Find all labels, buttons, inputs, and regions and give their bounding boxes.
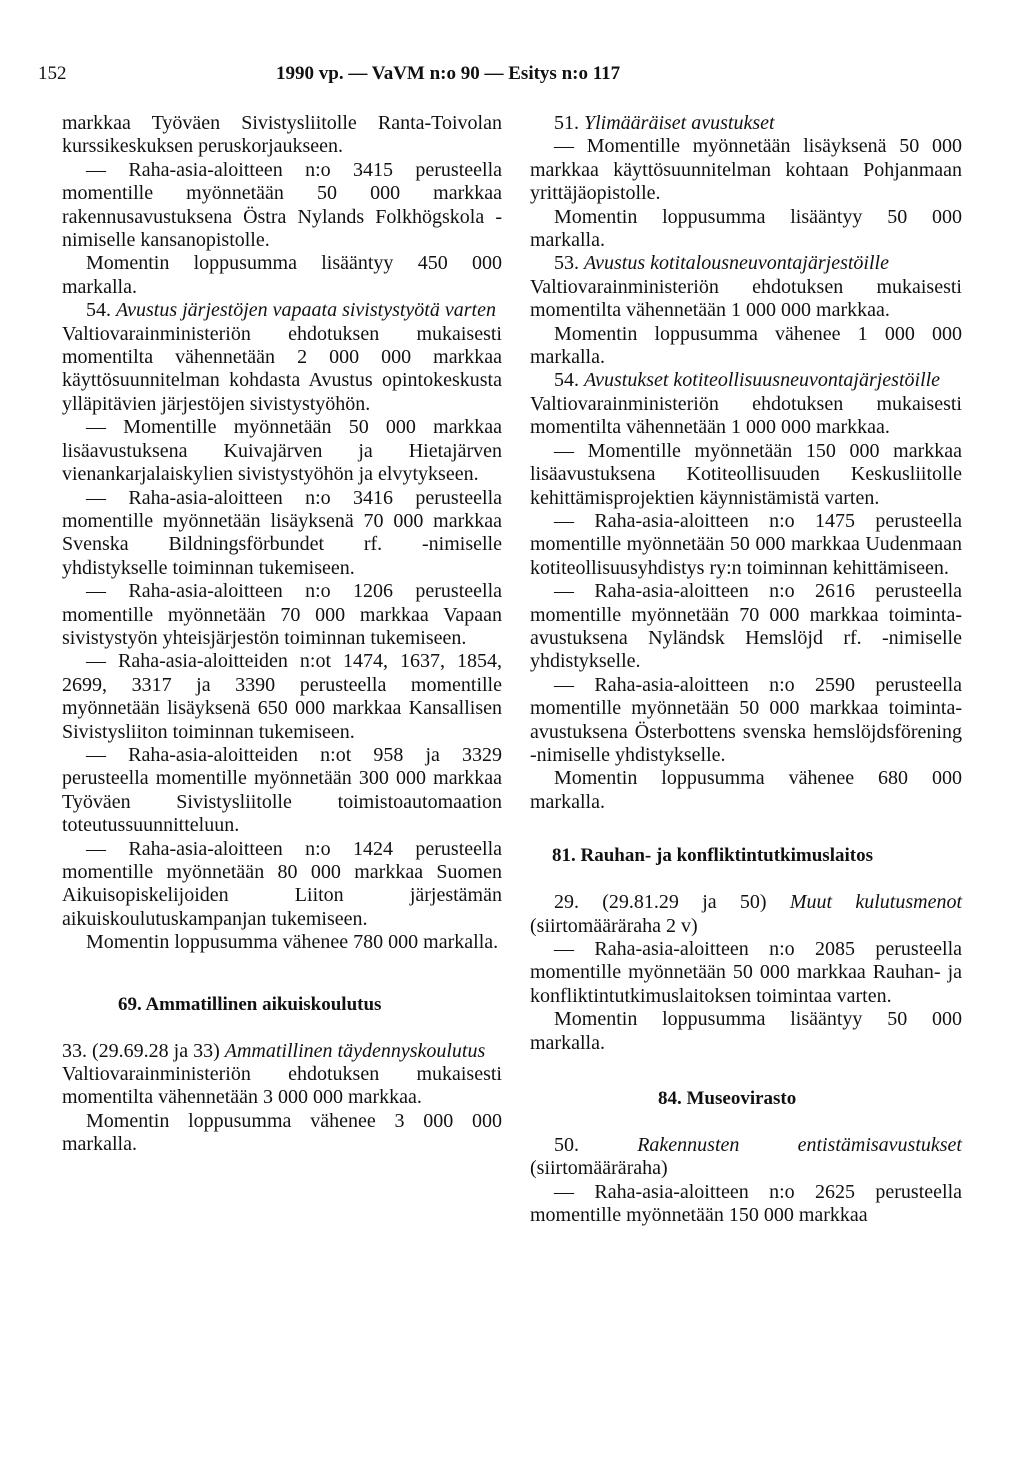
paragraph: — Raha-asia-aloitteen n:o 3416 perusteella momentille myönnetään lisäyksenä 70 000 markkaa Svenska Bildningsförbundet rf. -nimiselle yhdistykselle toiminnan tukemiseen. <box>62 486 502 579</box>
paragraph: — Momentille myönnetään 150 000 markkaa lisäavustuksena Kotiteollisuuden Keskusliitolle kehittämisprojektien käynnistämistä varten. <box>530 439 962 509</box>
item-heading <box>62 299 502 322</box>
item-number: 29. (29.81.29 ja 50) <box>554 891 767 914</box>
paragraph: — Raha-asia-aloitteen n:o 1475 perusteella momentille myönnetään 50 000 markkaa Uudenmaan kotiteollisuusyhdistys ry:n toiminnan kehittämiseen. <box>530 509 962 579</box>
item-title: Avustus järjestöjen vapaata sivistystyötä varten <box>116 299 496 322</box>
paragraph: Momentin loppusumma vähenee 1 000 000 markalla. <box>530 322 962 369</box>
item-heading <box>530 1134 962 1181</box>
paragraph: Momentin loppusumma vähenee 3 000 000 markalla. <box>62 1109 502 1156</box>
paragraph: Momentin loppusumma vähenee 780 000 markalla. <box>86 931 499 954</box>
item-heading <box>530 369 962 392</box>
paragraph: Momentin loppusumma vähenee 680 000 markalla. <box>530 767 962 813</box>
item-note: (siirtomääräraha 2 v) <box>530 914 698 937</box>
item-number: 33. (29.69.28 ja 33) <box>62 1039 220 1062</box>
paragraph: Momentin loppusumma lisääntyy 50 000 markalla. <box>530 1008 962 1054</box>
item-note: (siirtomääräraha) <box>530 1157 668 1180</box>
paragraph: — Raha-asia-aloitteen n:o 1424 perusteella momentille myönnetään 80 000 markkaa Suomen Aikuisopiskelijoiden Liiton järjestämän aikuiskoulutuskampanjan tukemiseen. <box>62 837 502 930</box>
item-number: 54. <box>86 299 111 322</box>
paragraph: — Raha-asia-aloitteen n:o 2616 perusteella momentille myönnetään 70 000 markkaa toiminta-avustuksena Nyländsk Hemslöjd rf. -nimiselle yhdistykselle. <box>530 580 962 673</box>
item-number: 53. <box>554 252 579 275</box>
section-heading: 84. Museovirasto <box>658 1088 797 1110</box>
paragraph: — Raha-asia-aloitteiden n:ot 1474, 1637, 1854, 2699, 3317 ja 3390 perusteella momentille myönnetään lisäyksenä 650 000 markkaa Kansallisen Sivistysliiton toiminnan tukemiseen. <box>62 650 502 743</box>
section-heading: 69. Ammatillinen aikuiskoulutus <box>118 993 382 1015</box>
right-column <box>530 112 962 1228</box>
paragraph: Momentin loppusumma lisääntyy 450 000 markalla. <box>62 252 502 298</box>
item-title: Muut kulutusmenot <box>789 891 962 914</box>
left-column <box>62 112 502 1157</box>
item-number: 50. <box>554 1134 579 1157</box>
paragraph: — Raha-asia-aloitteen n:o 2625 perusteella momentille myönnetään 150 000 markkaa <box>530 1180 962 1227</box>
item-heading <box>530 891 962 938</box>
paragraph: — Raha-asia-aloitteen n:o 2085 perusteella momentille myönnetään 50 000 markkaa Rauhan- ja konfliktintutkimuslaitoksen toimintaa varten. <box>530 938 962 1007</box>
paragraph: — Momentille myönnetään 50 000 markkaa lisäavustuksena Kuivajärven ja Hietajärven vienankarjalaiskylien sivistystyöhön ja elvytykseen. <box>62 416 502 486</box>
item-number: 51. <box>554 112 579 134</box>
running-title: 1990 vp. — VaVM n:o 90 — Esitys n:o 117 <box>276 63 621 84</box>
item-title: Avustus kotitalousneuvontajärjestöille <box>584 252 889 275</box>
item-heading <box>62 1040 502 1063</box>
paragraph: — Raha-asia-aloitteen n:o 3415 perusteella momentille myönnetään 50 000 markkaa rakennusavustuksena Östra Nylands Folkhögskola -nimiselle kansanopistolle. <box>62 158 502 252</box>
paragraph: Valtiovarainministeriön ehdotuksen mukaisesti momentilta vähennetään 3 000 000 markkaa. <box>62 1063 502 1109</box>
paragraph: Momentin loppusumma lisääntyy 50 000 markalla. <box>530 205 962 252</box>
paragraph: Valtiovarainministeriön ehdotuksen mukaisesti momentilta vähennetään 1 000 000 markkaa. <box>530 275 962 322</box>
paragraph: — Raha-asia-aloitteiden n:ot 958 ja 3329 perusteella momentille myönnetään 300 000 markkaa Työväen Sivistysliitolle toimistoautomaation toteutussuunnitteluun. <box>62 743 502 837</box>
item-title: Ylimääräiset avustukset <box>584 112 775 134</box>
item-title: Ammatillinen täydennyskoulutus <box>224 1039 486 1062</box>
paragraph: — Momentille myönnetään lisäyksenä 50 000 markkaa käyttösuunnitelman kohtaan Pohjanmaan yrittäjäopistolle. <box>530 135 962 205</box>
paragraph: — Raha-asia-aloitteen n:o 2590 perusteella momentille myönnetään 50 000 markkaa toiminta-avustuksena Österbottens svenska hemslöjdsförening -nimiselle yhdistykselle. <box>530 673 962 766</box>
item-heading <box>530 112 962 135</box>
page-number: 152 <box>38 63 67 84</box>
section-heading: 81. Rauhan- ja konfliktintutkimuslaitos <box>552 845 873 867</box>
item-heading <box>530 252 962 275</box>
item-number: 54. <box>554 369 579 392</box>
paragraph: Valtiovarainministeriön ehdotuksen mukaisesti momentilta vähennetään 1 000 000 markkaa. <box>530 392 962 439</box>
paragraph: — Raha-asia-aloitteen n:o 1206 perusteella momentille myönnetään 70 000 markkaa Vapaan sivistystyön yhteisjärjestön toiminnan tukemiseen. <box>62 580 502 649</box>
paragraph: Valtiovarainministeriön ehdotuksen mukaisesti momentilta vähennetään 2 000 000 markkaa käyttösuunnitelman kohdasta Avustus opintokeskusta ylläpitävien järjestöjen sivistystyöhön. <box>62 322 502 415</box>
item-title: Rakennusten entistämisavustukset <box>637 1134 962 1157</box>
paragraph: markkaa Työväen Sivistysliitolle Ranta-Toivolan kurssikeskuksen peruskorjaukseen. <box>62 112 502 158</box>
item-title: Avustukset kotiteollisuusneuvontajärjestöille <box>584 369 941 392</box>
